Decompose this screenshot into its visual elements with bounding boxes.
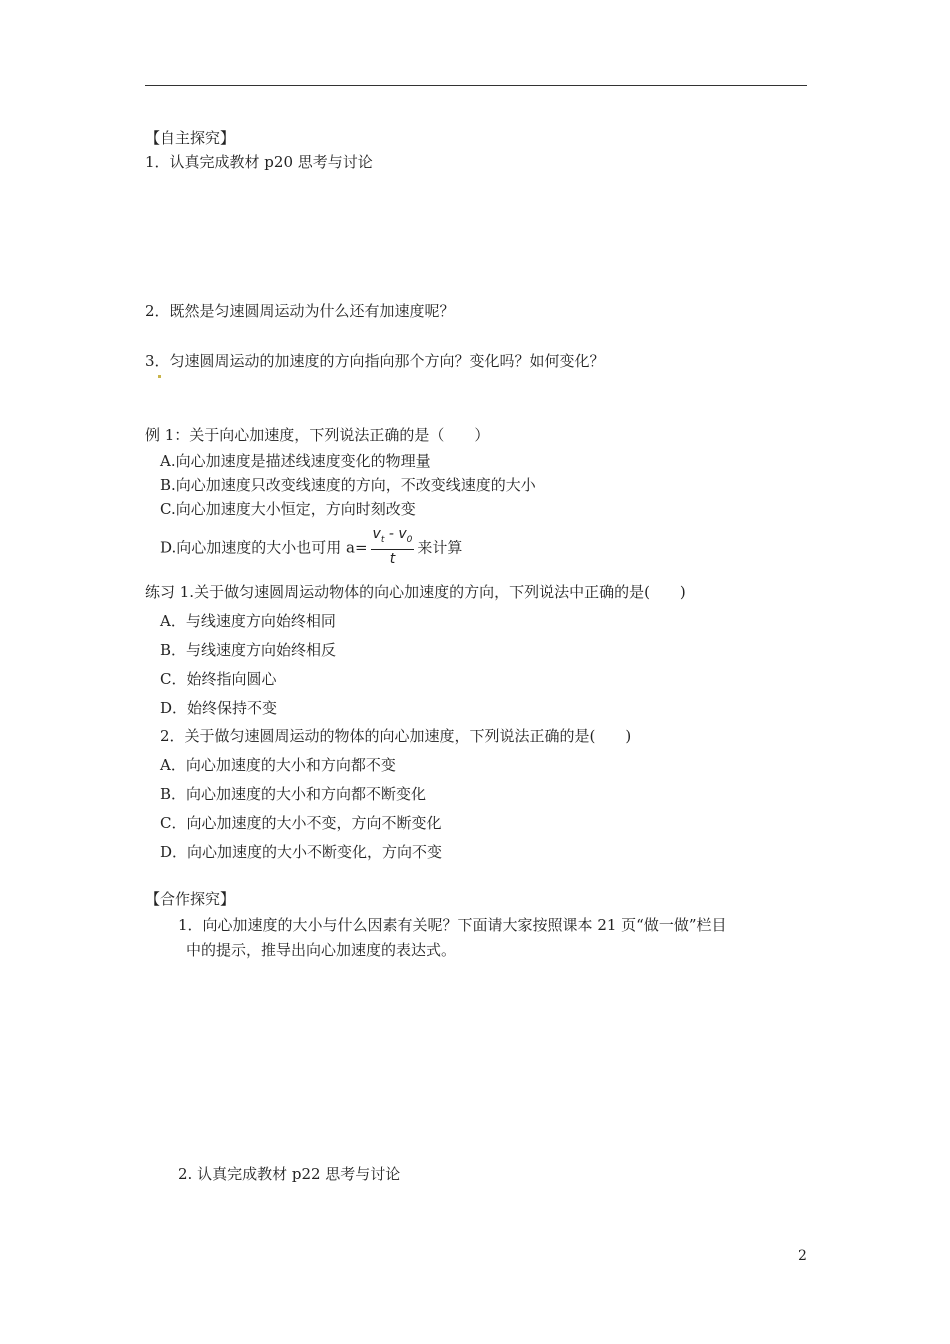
minus-sign: - <box>384 526 399 542</box>
section-heading-cooperative: 【合作探究】 <box>145 890 236 908</box>
question-1: 1．认真完成教材 p20 思考与讨论 <box>145 153 373 171</box>
subscript-0: 0 <box>406 534 413 545</box>
page-number: 2 <box>798 1248 807 1264</box>
fraction-numerator <box>371 525 415 550</box>
numerator-v-initial: v <box>398 526 407 542</box>
example-1-option-a: A.向心加速度是描述线速度变化的物理量 <box>160 452 431 470</box>
coop-question-1-line-1: 1．向心加速度的大小与什么因素有关呢？下面请大家按照课本 21 页“做一做”栏目 <box>178 916 727 934</box>
question-3: 3．匀速圆周运动的加速度的方向指向那个方向？变化吗？如何变化？ <box>145 352 605 370</box>
numerator-v-final: v <box>372 526 381 542</box>
velocity-fraction <box>371 525 415 568</box>
practice-1-stem: 练习 1.关于做匀速圆周运动物体的向心加速度的方向，下列说法中正确的是( ) <box>145 583 686 601</box>
practice-1-option-b: B．与线速度方向始终相反 <box>160 641 337 659</box>
coop-question-2: 2. 认真完成教材 p22 思考与讨论 <box>178 1165 401 1183</box>
question-2: 2．既然是匀速圆周运动为什么还有加速度呢？ <box>145 302 455 320</box>
practice-2-option-d: D．向心加速度的大小不断变化，方向不变 <box>160 843 443 861</box>
subscript-t: t <box>380 534 385 545</box>
practice-1-option-a: A．与线速度方向始终相同 <box>160 612 336 630</box>
example-1-option-c: C.向心加速度大小恒定，方向时刻改变 <box>160 500 416 518</box>
practice-2-option-a: A．向心加速度的大小和方向都不变 <box>160 756 396 774</box>
option-d-suffix: 来计算 <box>417 538 463 557</box>
example-1-stem: 例 1：关于向心加速度，下列说法正确的是（ ） <box>145 426 490 444</box>
example-1-option-d <box>160 527 462 570</box>
practice-1-option-c: C．始终指向圆心 <box>160 670 277 688</box>
stray-mark <box>158 375 161 378</box>
practice-2-option-b: B．向心加速度的大小和方向都不断变化 <box>160 785 427 803</box>
coop-question-1-line-2: 中的提示，推导出向心加速度的表达式。 <box>186 941 457 959</box>
section-heading-self-study: 【自主探究】 <box>145 129 236 147</box>
practice-2-option-c: C．向心加速度的大小不变，方向不断变化 <box>160 814 442 832</box>
header-rule <box>145 85 807 86</box>
practice-2-stem: 2．关于做匀速圆周运动的物体的向心加速度，下列说法正确的是( ) <box>160 727 632 745</box>
option-d-prefix: D.向心加速度的大小也可用 a= <box>160 538 368 557</box>
practice-1-option-d: D．始终保持不变 <box>160 699 278 717</box>
fraction-denominator: t <box>389 550 396 567</box>
example-1-option-b: B.向心加速度只改变线速度的方向，不改变线速度的大小 <box>160 476 536 494</box>
